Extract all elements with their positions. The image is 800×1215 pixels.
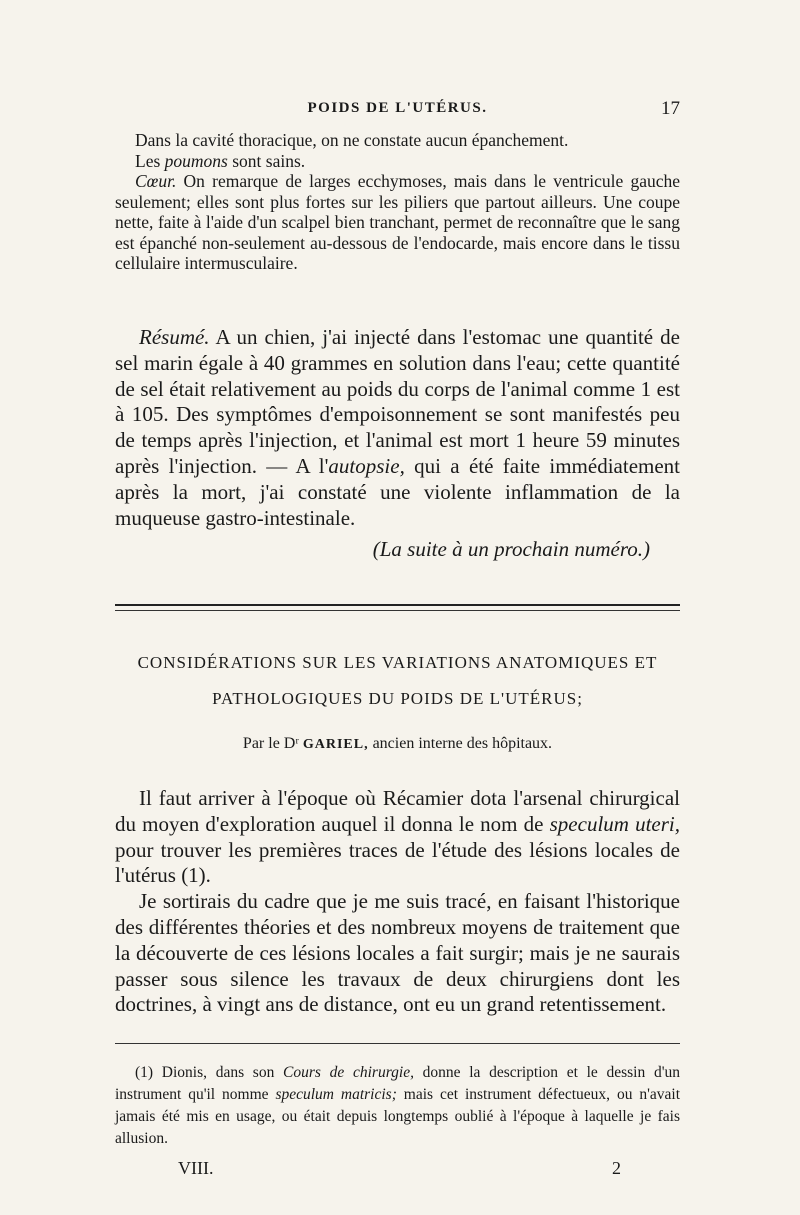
byline: Par le Dʳ GARIEL, ancien interne des hôpitaux. [242,735,553,752]
body-paragraph-1: Il faut arriver à l'époque où Récamier dota l'arsenal chirurgical du moyen d'exploration auquel il donna le nom de speculum uteri, pour trouver les premières traces de l'étude des lésions locales de l'utérus (1). [115,786,680,888]
article-title-line1: CONSIDÉRATIONS SUR LES VARIATIONS ANATOMIQUES ET [137,653,658,672]
author-name: GARIEL, [302,737,369,752]
section-rule-top [115,604,680,606]
summary-section [115,325,680,562]
paragraph-thorax: Dans la cavité thoracique, on ne constate aucun épanchement. [135,130,569,150]
running-head [115,100,680,122]
summary-paragraph: Résumé. A un chien, j'ai injecté dans l'estomac une quantité de sel marin égale à 40 grammes en solution dans l'eau; cette quantité de sel était relativement au poids du corps de l'animal comme 1 est à 105. Des symptômes d'empoisonnement se sont manifestés peu de temps après l'injection, et l'animal est mort 1 heure 59 minutes après l'injection. — A l'autopsie, qui a été faite immédiatement après la mort, j'ai constaté une violente inflammation de la muqueuse gastro-intestinale. [115,325,681,530]
footnote [115,1062,680,1150]
article-body [115,786,680,1018]
autopsy-section [115,130,680,274]
sheet-number: 2 [612,1158,621,1178]
section-rule-bottom [115,610,680,611]
paragraph-heart: Cœur. On remarque de larges ecchymoses, mais dans le ventricule gauche seulement; elles sont plus fortes sur les piliers que partout ailleurs. Une coupe nette, faite à l'aide d'un scalpel bien tranchant, permet de reconnaître que le sang est épanché non-seulement au-dessous de l'endocarde, mais encore dans le tissu cellulaire intermusculaire. [115,171,680,273]
running-title: POIDS DE L'UTÉRUS. [307,100,488,116]
article-title [115,645,680,717]
article-title-line2: PATHOLOGIQUES DU POIDS DE L'UTÉRUS; [212,689,583,708]
paragraph-lungs: Les poumons sont sains. [135,150,306,171]
signature-mark: VIII. [178,1158,214,1178]
page-number: 17 [661,98,680,119]
continued-note: (La suite à un prochain numéro.) [372,537,650,562]
body-paragraph-2: Je sortirais du cadre que je me suis tracé, en faisant l'historique des différentes théories et des nombreux moyens de traitement que la découverte de ces lésions locales a fait surgir; mais je ne saurais passer sous silence les travaux de deux chirurgiens dont les doctrines, à vingt ans de distance, ont eu un grand retentissement. [115,889,680,1017]
summary-label: Résumé. [139,325,210,349]
footnote-text: (1) Dionis, dans son Cours de chirurgie, donne la description et le dessin d'un instrument qu'il nomme speculum matricis; mais cet instrument défectueux, ou n'avait jamais été mis en usage, ou était depuis longtemps oublié à l'époque à laquelle je fais allusion. [115,1064,681,1147]
footnote-rule [115,1043,680,1044]
